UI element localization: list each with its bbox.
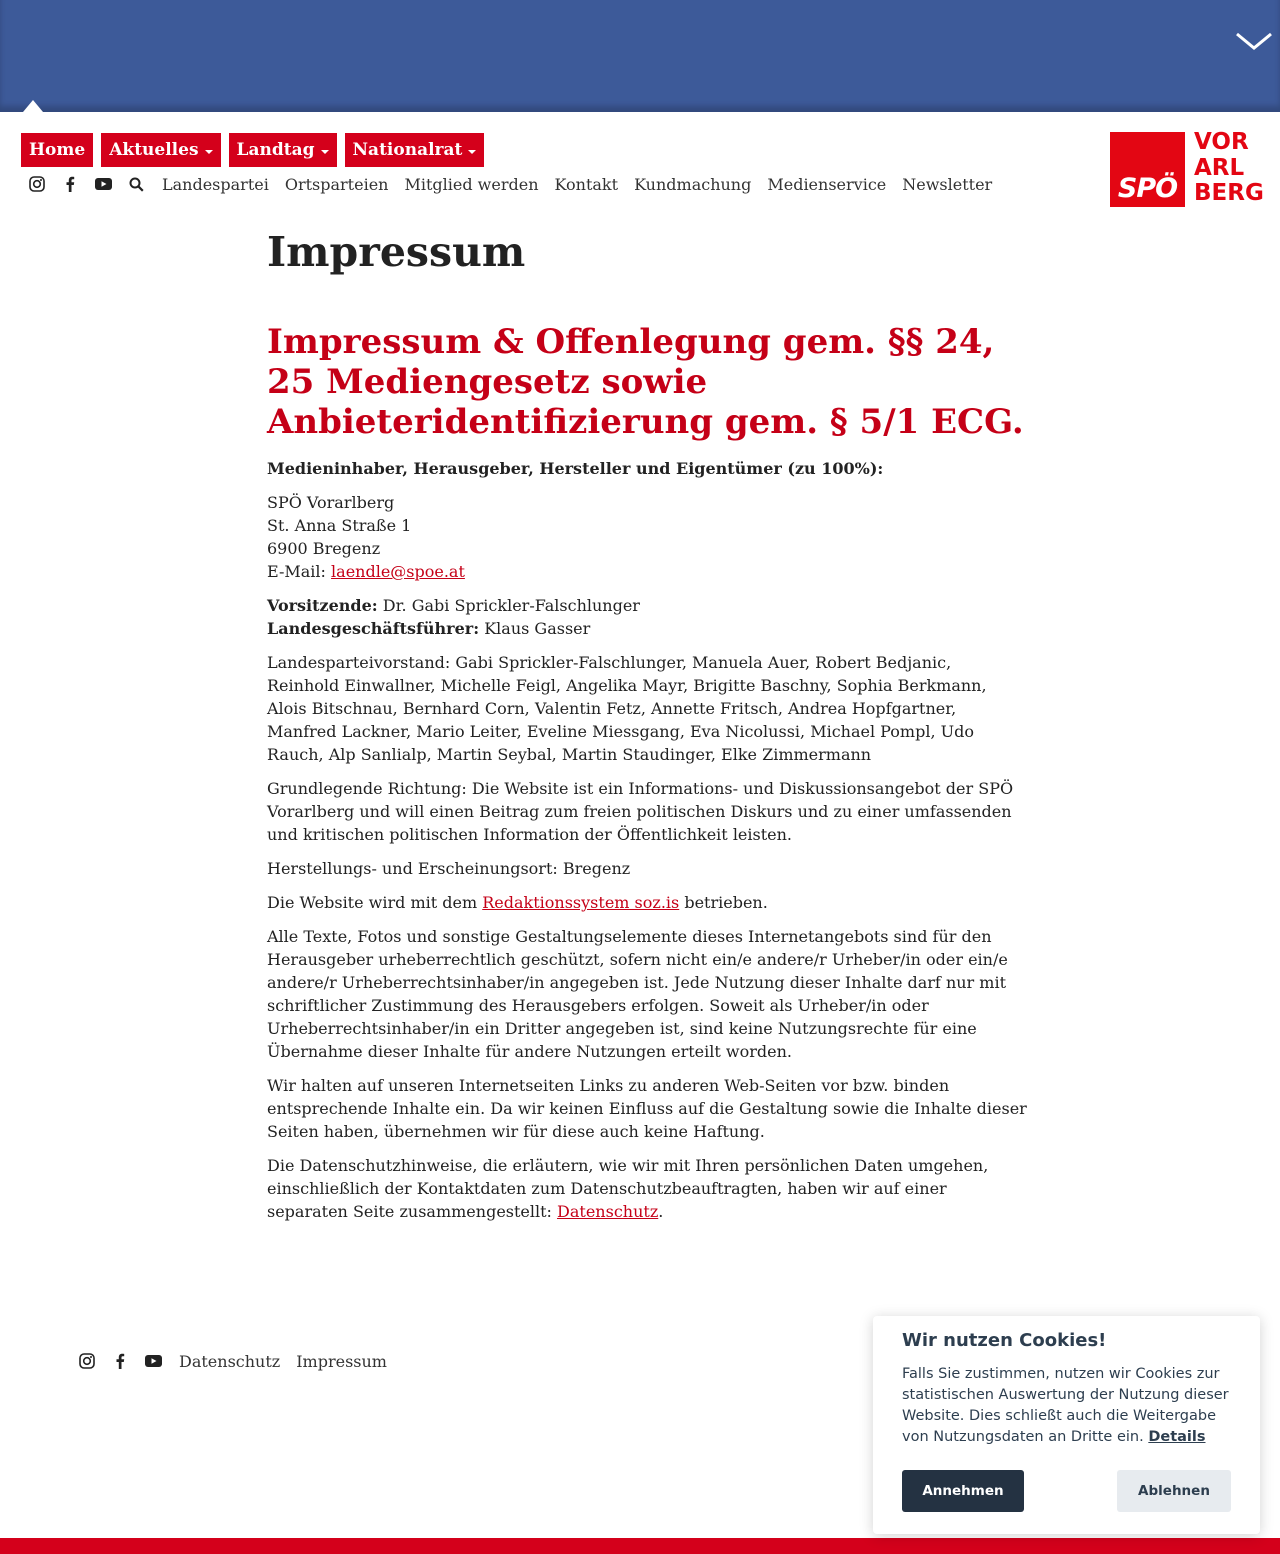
caret-down-icon bbox=[468, 150, 476, 154]
manager-name: Klaus Gasser bbox=[484, 619, 591, 638]
logo-line: BERG bbox=[1194, 180, 1264, 206]
nav-link-kontakt[interactable]: Kontakt bbox=[554, 174, 619, 194]
search-icon[interactable] bbox=[127, 175, 145, 193]
address-name: SPÖ Vorarlberg bbox=[267, 493, 395, 512]
privacy-text: Die Datenschutzhinweise, die erläutern, wie wir mit Ihren persönlichen Daten umgehen, einschließlich der Kontaktdaten zum Datenschutzbeauftragten, haben wir auf einer separaten Seite zusammengestellt: bbox=[267, 1156, 989, 1221]
logo-box-text: SPÖ bbox=[1117, 173, 1178, 204]
privacy-paragraph bbox=[267, 1154, 1027, 1223]
cookie-details-link[interactable]: Details bbox=[1148, 1429, 1206, 1445]
footer-link-impressum[interactable]: Impressum bbox=[296, 1351, 387, 1371]
nav-link-landespartei[interactable]: Landespartei bbox=[162, 174, 269, 194]
section-heading: Impressum & Offenlegung gem. §§ 24, 25 Mediengesetz sowie Anbieteridentifizierung gem. § 5/1 ECG. bbox=[267, 322, 1024, 442]
instagram-icon[interactable] bbox=[28, 175, 46, 193]
leadership-block bbox=[267, 594, 1027, 640]
decline-cookies-button[interactable]: Ablehnen bbox=[1117, 1470, 1231, 1512]
address-block bbox=[267, 491, 1027, 583]
address-street: St. Anna Straße 1 bbox=[267, 516, 412, 535]
nav-aktuelles[interactable] bbox=[101, 133, 220, 167]
cookie-title: Wir nutzen Cookies! bbox=[902, 1330, 1107, 1351]
spoe-vorarlberg-logo[interactable] bbox=[1110, 129, 1264, 208]
chair-label: Vorsitzende: bbox=[267, 596, 378, 615]
address-city: 6900 Bregenz bbox=[267, 539, 381, 558]
nav-nationalrat-label: Nationalrat bbox=[352, 140, 463, 160]
youtube-icon[interactable] bbox=[94, 175, 112, 193]
facebook-icon[interactable] bbox=[111, 1352, 129, 1370]
nav-home-label: Home bbox=[29, 140, 86, 160]
copyright-paragraph: Alle Texte, Fotos und sonstige Gestaltungselemente dieses Internetangebots sind für den Herausgeber urheberrechtlich geschützt, sofern nicht ein/e andere/r Urheber/in oder ein/e andere/r Urheberrechtsinhaber/in angegeben ist. Jede Nutzung dieser Inhalte darf nur mit schriftlicher Zustimmung des Herausgebers erfolgen. Soweit als Urheber/in oder Urheberrechtsinhaber/in ein Dritter angegeben ist, sind keine Nutzungsrechte für eine Übernahme dieser Inhalte für andere Nutzungen erteilt worden. bbox=[267, 927, 1008, 1061]
logo-line: ARL bbox=[1194, 154, 1245, 181]
nav-nationalrat[interactable] bbox=[345, 133, 485, 167]
nav-link-newsletter[interactable]: Newsletter bbox=[902, 174, 993, 194]
nav-home[interactable] bbox=[21, 133, 93, 167]
nav-landtag-label: Landtag bbox=[236, 140, 315, 160]
chevron-down-icon[interactable] bbox=[1234, 30, 1274, 54]
cookie-banner bbox=[873, 1316, 1260, 1534]
accept-cookies-button[interactable]: Annehmen bbox=[902, 1470, 1024, 1512]
banner-notch bbox=[23, 100, 43, 112]
nav-link-kundmachung[interactable]: Kundmachung bbox=[634, 174, 752, 194]
email-label: E-Mail: bbox=[267, 562, 326, 581]
email-link[interactable]: laendle@spoe.at bbox=[331, 562, 465, 581]
youtube-icon[interactable] bbox=[144, 1352, 162, 1370]
privacy-text-end: . bbox=[658, 1202, 664, 1221]
manager-label: Landesgeschäftsführer: bbox=[267, 619, 480, 638]
owner-label: Medieninhaber, Herausgeber, Hersteller und Eigentümer (zu 100%): bbox=[267, 459, 884, 478]
chair-name: Dr. Gabi Sprickler-Falschlunger bbox=[382, 596, 640, 615]
page-title: Impressum bbox=[267, 228, 526, 276]
privacy-link[interactable]: Datenschutz bbox=[557, 1202, 659, 1221]
place-paragraph: Herstellungs- und Erscheinungsort: Bregenz bbox=[267, 859, 631, 878]
facebook-icon[interactable] bbox=[61, 175, 79, 193]
cookie-message bbox=[902, 1364, 1232, 1448]
footer-link-datenschutz[interactable]: Datenschutz bbox=[179, 1351, 281, 1371]
board-paragraph: Landesparteivorstand: Gabi Sprickler-Falschlunger, Manuela Auer, Robert Bedjanic, Reinhold Einwallner, Michelle Feigl, Angelika Mayr, Brigitte Baschny, Sophia Berkmann, Alois Bitschnau, Bernhard Corn, Valentin Fetz, Annette Fritsch, Andrea Hopfgartner, Manfred Lackner, Mario Leiter, Eveline Miessgang, Eva Nicolussi, Michael Pompl, Udo Rauch, Alp Sanlialp, Martin Seybal, Martin Staudinger, Elke Zimmermann bbox=[267, 653, 987, 764]
nav-link-mitglied-werden[interactable]: Mitglied werden bbox=[404, 174, 539, 194]
bottom-bar bbox=[0, 1538, 1280, 1554]
logo-words bbox=[1194, 130, 1264, 207]
nav-link-medienservice[interactable]: Medienservice bbox=[767, 174, 887, 194]
footer bbox=[78, 1349, 401, 1373]
cms-paragraph bbox=[267, 891, 1027, 914]
caret-down-icon bbox=[321, 150, 329, 154]
top-banner bbox=[0, 0, 1280, 112]
logo-line: VOR bbox=[1194, 129, 1249, 155]
cookie-message-text: Falls Sie zustimmen, nutzen wir Cookies zur statistischen Auswertung der Nutzung dieser Website. Dies schließt auch die Weitergabe von Nutzungsdaten an Dritte ein. bbox=[902, 1366, 1229, 1445]
cms-text-after: betrieben. bbox=[679, 893, 768, 912]
main-nav bbox=[21, 133, 484, 167]
nav-landtag[interactable] bbox=[229, 133, 337, 167]
logo-box bbox=[1110, 132, 1185, 207]
nav-link-ortsparteien[interactable]: Ortsparteien bbox=[284, 174, 389, 194]
secondary-nav bbox=[28, 171, 1006, 197]
nav-aktuelles-label: Aktuelles bbox=[109, 140, 199, 160]
direction-paragraph: Grundlegende Richtung: Die Website ist ein Informations- und Diskussionsangebot der SPÖ Vorarlberg und will einen Beitrag zum freien politischen Diskurs und zu einer umfassenden und kritischen politischen Information der Öffentlichkeit leisten. bbox=[267, 779, 1014, 844]
cms-link[interactable]: Redaktionssystem soz.is bbox=[482, 893, 680, 912]
cms-text-before: Die Website wird mit dem bbox=[267, 893, 483, 912]
caret-down-icon bbox=[205, 150, 213, 154]
links-disclaimer-paragraph: Wir halten auf unseren Internetseiten Links zu anderen Web-Seiten vor bzw. binden entsprechende Inhalte ein. Da wir keinen Einfluss auf die Gestaltung sowie die Inhalte dieser Seiten haben, übernehmen wir für diese auch keine Haftung. bbox=[267, 1076, 1027, 1141]
instagram-icon[interactable] bbox=[78, 1352, 96, 1370]
main-content bbox=[267, 226, 1027, 1223]
